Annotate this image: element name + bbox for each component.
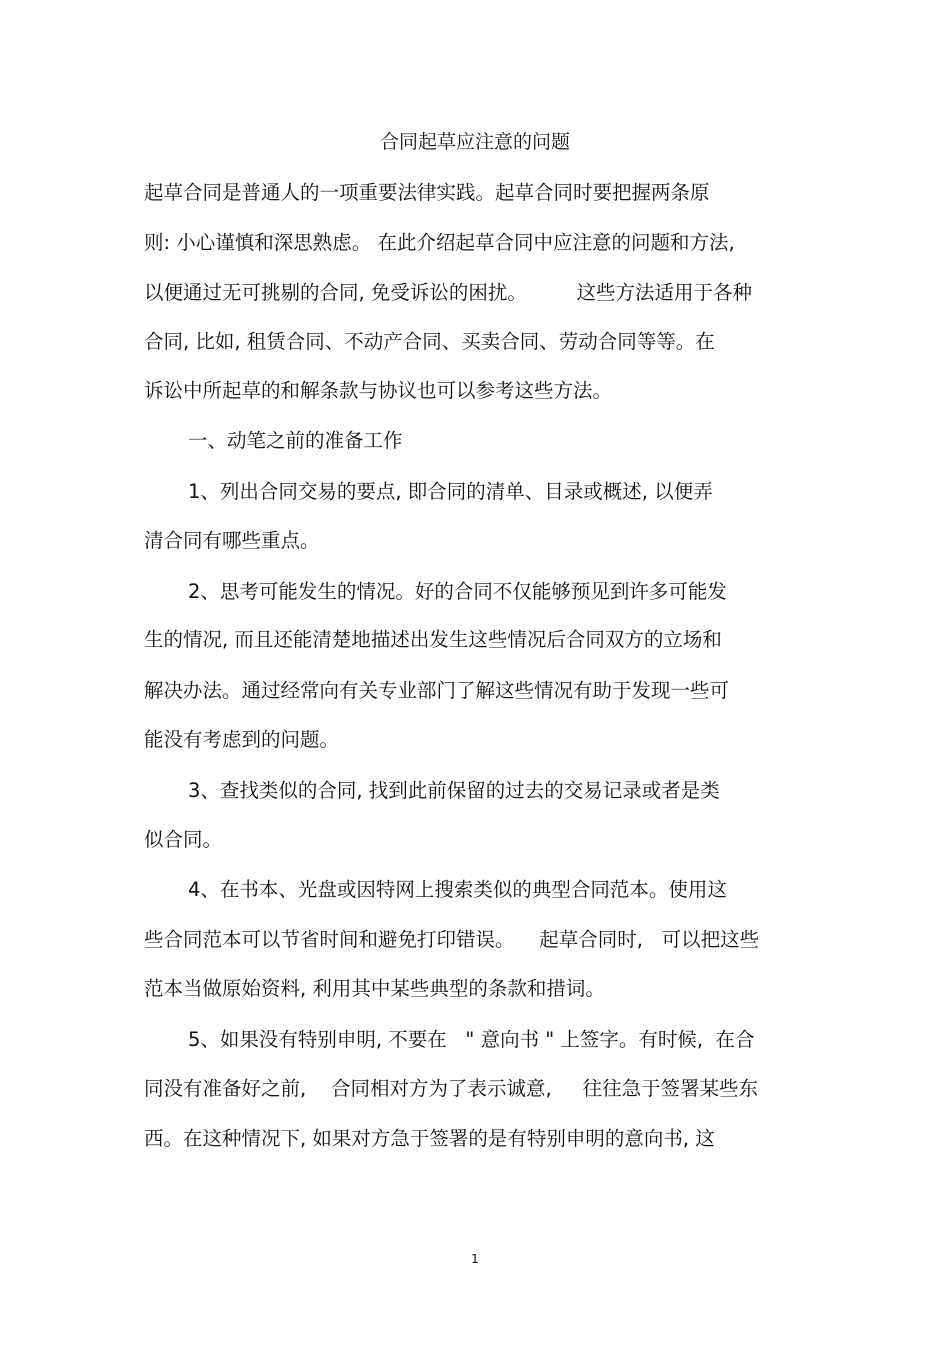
paragraph-line: 诉讼中所起草的和解条款与协议也可以参考这些方法。 (144, 379, 613, 402)
paragraph-line: 起草合同是普通人的一项重要法律实践。起草合同时要把握两条原 (144, 181, 710, 204)
paragraph-line: 解决办法。通过经常向有关专业部门了解这些情况有助于发现一些可 (144, 679, 730, 702)
paragraph-line: 清合同有哪些重点。 (144, 529, 320, 552)
paragraph-line: 能没有考虑到的问题。 (144, 728, 340, 751)
paragraph-line: 些合同范本可以节省时间和避免打印错误。 起草合同时, 可以把这些 (144, 928, 760, 951)
paragraph-line: 以便通过无可挑剔的合同, 免受诉讼的困扰。 这些方法适用于各种 (144, 281, 752, 304)
page-number: 1 (471, 1252, 479, 1266)
document-title: 合同起草应注意的问题 (379, 131, 570, 153)
paragraph-line: 3、查找类似的合同, 找到此前保留的过去的交易记录或者是类 (188, 779, 720, 802)
paragraph-line: 1、列出合同交易的要点, 即合同的清单、目录或概述, 以便弄 (188, 480, 713, 503)
paragraph-line: 则: 小心谨慎和深思熟虑。 在此介绍起草合同中应注意的问题和方法, (144, 231, 735, 254)
paragraph-line: 合同, 比如, 租赁合同、不动产合同、买卖合同、劳动合同等等。在 (144, 330, 715, 353)
paragraph-line: 同没有准备好之前, 合同相对方为了表示诚意, 往往急于签署某些东 (144, 1077, 759, 1100)
paragraph-line: 2、思考可能发生的情况。好的合同不仅能够预见到许多可能发 (188, 580, 727, 603)
paragraph-line: 5、如果没有特别申明, 不要在 " 意向书 " 上签字。有时候, 在合 (188, 1028, 755, 1051)
paragraph-line: 似合同。 (144, 828, 223, 851)
paragraph-line: 生的情况, 而且还能清楚地描述出发生这些情况后合同双方的立场和 (144, 628, 722, 651)
paragraph-line: 范本当做原始资料, 利用其中某些典型的条款和措词。 (144, 977, 605, 1000)
paragraph-line: 西。在这种情况下, 如果对方急于签署的是有特别申明的意向书, 这 (144, 1127, 715, 1150)
paragraph-line: 4、在书本、光盘或因特网上搜索类似的典型合同范本。使用这 (188, 878, 727, 901)
section-heading: 一、动笔之前的准备工作 (188, 429, 403, 452)
